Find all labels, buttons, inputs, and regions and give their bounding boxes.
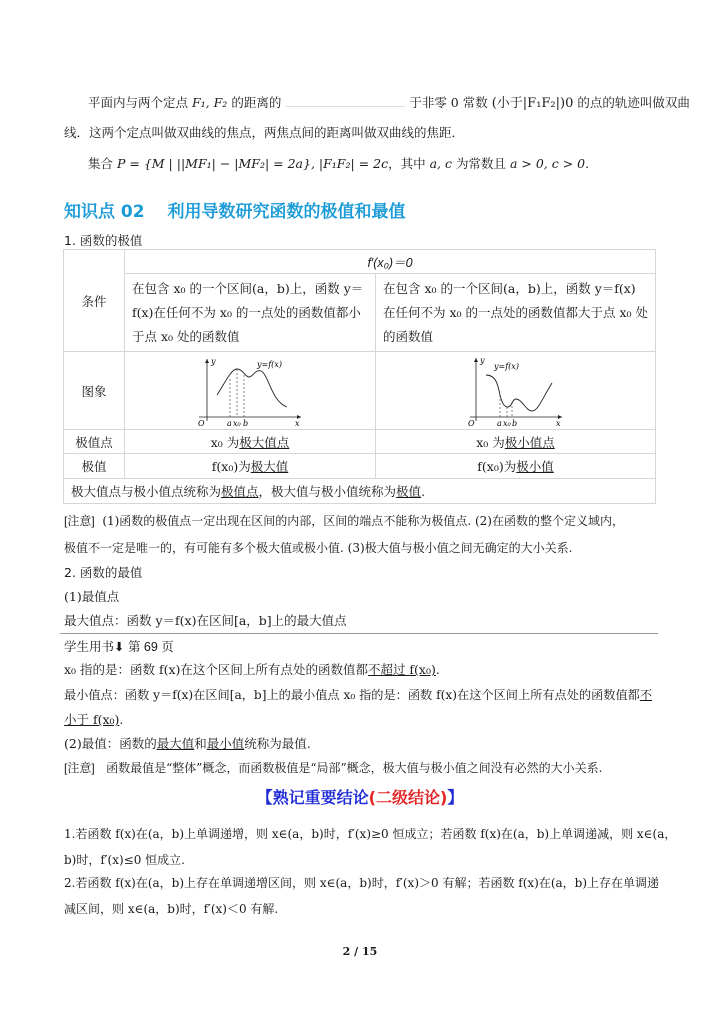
underlined-term: 极小值 <box>516 459 554 474</box>
intro-line-2: 线．这两个定点叫做双曲线的焦点，两焦点间的距离叫做双曲线的焦距． <box>64 125 465 140</box>
table-header-derivative: f′(x₀)＝0 <box>125 250 656 274</box>
conclusion-2-line-1: 2.若函数 f(x)在(a，b)上存在单调递增区间，则 x∈(a，b)时，f′(x)＞0 有解；若函数 f(x)在(a，b)上存在单调递 <box>64 876 660 890</box>
extreme-point-max <box>125 430 376 454</box>
text: 【熟记重要结论 <box>256 788 369 807</box>
label-a: a <box>496 418 502 427</box>
curve <box>486 375 552 411</box>
label-curve: y=f(x) <box>257 359 282 369</box>
extremum-table <box>63 249 656 504</box>
underlined-term: 极大值 <box>250 459 289 474</box>
intro-text: 集合 <box>88 156 114 171</box>
underlined-term: 不 <box>639 688 653 702</box>
label-condition: 条件 <box>64 250 125 352</box>
intro-text: 为常数且 <box>455 156 506 171</box>
zuizhi-p5 <box>64 710 123 728</box>
text: 极大值点与极小值点统称为 <box>71 484 222 499</box>
label-x0: x₀ <box>502 418 511 427</box>
text: x₀ 为 <box>210 434 240 450</box>
zuizhi-p4 <box>64 686 652 703</box>
note-text: (1)函数的极值点一定出现在区间的内部，区间的端点不能称为极值点. (2)在函数的整个定义域内， <box>102 514 624 528</box>
y-arrow-icon <box>474 358 478 362</box>
underlined-term: 极小值点 <box>504 434 555 450</box>
extreme-value-min <box>376 454 656 479</box>
condition-max: 在包含 x₀ 的一个区间(a，b)上，函数 y＝f(x)在任何不为 x₀ 的一点处的函数值都小于点 x₀ 处的函数值 <box>125 274 376 352</box>
intro-line-3 <box>88 154 589 172</box>
label-x: x <box>555 418 561 427</box>
zuizhi-p6 <box>64 734 311 752</box>
divider <box>60 633 658 634</box>
graph-max <box>195 355 305 427</box>
label-y: y <box>211 356 216 366</box>
y-arrow-icon <box>205 359 209 363</box>
text: f(x₀)为 <box>477 459 517 474</box>
zuizhi-p1: (1)最值点 <box>64 589 120 604</box>
conclusion-1-line-1: 1.若函数 f(x)在(a，b)上单调递增，则 x∈(a，b)时，f′(x)≥0 恒成立；若函数 f(x)在(a，b)上单调递减，则 x∈(a， <box>64 827 677 841</box>
text: 和 <box>194 736 207 751</box>
note-2 <box>64 759 602 776</box>
underlined-term: 小于 f(x₀) <box>64 712 120 727</box>
note-1-line-2: 极值不一定是唯一的，有可能有多个极大值或极小值. (3)极大值与极小值之间无确定的大小关系. <box>64 541 573 555</box>
extreme-value-max <box>125 454 376 479</box>
intro-text: 于非零 0 常数 <box>409 95 488 110</box>
underlined-term: 极大值点 <box>239 434 290 450</box>
label-curve: y=f(x) <box>493 361 519 371</box>
label-graph: 图象 <box>64 352 125 430</box>
text: 统称为最值. <box>244 736 311 751</box>
math-condition: (小于|F₁F₂|)0 <box>491 96 574 111</box>
intro-text: 的距离的 <box>231 95 282 110</box>
intro-text: 平面内与两个定点 <box>88 95 189 110</box>
text: . <box>435 662 440 677</box>
intro-line-1 <box>88 92 690 111</box>
label-a: a <box>227 418 232 427</box>
fill-blank <box>285 98 405 107</box>
text: ，极大值与极小值统称为 <box>258 484 397 499</box>
intro-text: 的点的轨迹叫做双曲 <box>577 95 690 110</box>
text: . <box>119 712 124 727</box>
label-origin: O <box>467 418 475 427</box>
zuizhi-p3 <box>64 660 440 678</box>
text: x₀ 为 <box>476 434 505 450</box>
table-footer <box>64 479 656 504</box>
text: f(x₀)为 <box>211 459 251 474</box>
label-extreme-value: 极值 <box>64 454 125 479</box>
intro-text: ，其中 <box>388 156 426 171</box>
page-number: 2 / 15 <box>342 945 378 958</box>
math-f1f2: F₁, F₂ <box>192 95 228 110</box>
graph-min <box>466 355 566 427</box>
text: 】 <box>447 788 464 807</box>
text: (2)最值：函数的 <box>64 736 157 751</box>
underlined-term: 不超过 f(x₀) <box>367 662 436 677</box>
label-b: b <box>511 418 517 427</box>
note-tag: [注意] <box>64 761 95 775</box>
red-text: (二级结论) <box>368 788 448 807</box>
book-ref: 学生用书⬇ 第 69 页 <box>64 640 174 654</box>
note-text: 函数最值是“整体”概念，而函数极值是“局部”概念，极大值与极小值之间没有必然的大小关系. <box>106 761 603 775</box>
underlined-term: 最大值 <box>156 736 195 751</box>
underlined-term: 极值 <box>396 484 422 499</box>
text: . <box>421 484 426 499</box>
graph-max-cell <box>125 352 376 430</box>
extreme-point-min <box>376 430 656 454</box>
curve <box>217 369 287 407</box>
label-y: y <box>479 355 485 365</box>
note-tag: [注意] <box>64 514 95 528</box>
label-b: b <box>243 418 249 427</box>
text: 最小值点：函数 y＝f(x)在区间[a，b]上的最小值点 x₀ 指的是：函数 f(x)在这个区间上所有点处的函数值都 <box>64 688 640 702</box>
zuizhi-p2: 最大值点：函数 y＝f(x)在区间[a，b]上的最大值点 <box>64 613 347 628</box>
subsection-title-2: 2. 函数的最值 <box>64 565 143 580</box>
label-x0: x₀ <box>233 418 241 427</box>
label-extreme-point: 极值点 <box>64 430 125 454</box>
condition-min: 在包含 x₀ 的一个区间(a，b)上，函数 y＝f(x)在任何不为 x₀ 的一点处的函数值都大于点 x₀ 处的函数值 <box>376 274 656 352</box>
conclusion-2-line-2: 减区间，则 x∈(a，b)时，f′(x)＜0 有解. <box>64 902 279 916</box>
underlined-term: 最小值 <box>206 736 245 751</box>
intro-text: . <box>585 156 590 171</box>
subsection-title-1: 1. 函数的极值 <box>64 233 143 248</box>
label-x: x <box>295 418 300 427</box>
label-origin: O <box>198 418 205 427</box>
conclusion-1-line-2: b)时，f′(x)≤0 恒成立. <box>64 853 185 867</box>
underlined-term: 极值点 <box>221 484 259 499</box>
graph-min-cell <box>376 352 656 430</box>
section-title: 知识点 02 利用导数研究函数的极值和最值 <box>64 202 406 222</box>
math-ac: a, c <box>429 156 452 171</box>
math-set-definition: P = {M | ||MF₁| − |MF₂| = 2a}, |F₁F₂| = 2c <box>117 156 389 171</box>
math-condition: a > 0, c > 0 <box>509 156 586 171</box>
text: x₀ 指的是：函数 f(x)在这个区间上所有点处的函数值都 <box>64 662 368 677</box>
conclusion-title <box>0 785 720 808</box>
note-1-line-1 <box>64 512 624 529</box>
